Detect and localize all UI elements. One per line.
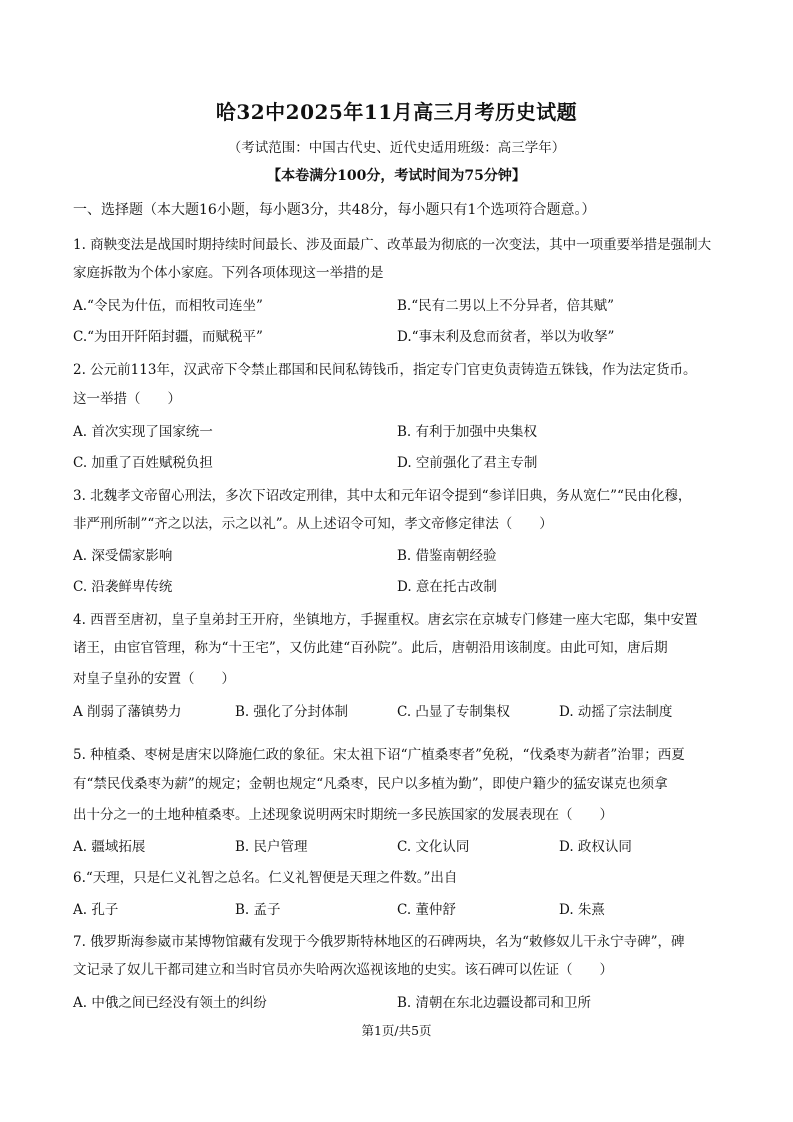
question-5-line-1: 5. 种植桑、枣树是唐宋以降施仁政的象征。宋太祖下诏“广植桑枣者”免税，“伐桑枣为薪者”治罪；西夏 [73, 747, 685, 763]
question-7-option-a: A. 中俄之间已经没有领土的纠纷 [73, 995, 267, 1011]
question-7-line-1: 7. 俄罗斯海参崴市某博物馆藏有发现于今俄罗斯特林地区的石碑两块，名为“敕修奴儿干永宁寺碑”，碑 [73, 934, 685, 950]
exam-scope: （考试范围：中国古代史、近代史适用班级：高三学年） [227, 140, 566, 156]
question-3-option-d: D. 意在托古改制 [397, 579, 497, 595]
question-5-option-c: C. 文化认同 [397, 839, 470, 855]
exam-notice: 【本卷满分100分，考试时间为75分钟】 [267, 168, 526, 184]
question-5-option-b: B. 民户管理 [235, 839, 308, 855]
question-2-option-b: B. 有利于加强中央集权 [397, 424, 538, 440]
question-3-option-c: C. 沿袭鲜卑传统 [73, 579, 173, 595]
question-6-option-a: A. 孔子 [73, 902, 119, 918]
section-heading: 一、选择题（本大题16小题，每小题3分，共48分，每小题只有1个选项符合题意。） [73, 202, 596, 218]
question-4-line-3: 对皇子皇孙的安置（ ） [73, 671, 235, 687]
question-5-line-2: 有“禁民伐桑枣为薪”的规定；金朝也规定“凡桑枣，民户以多植为勤”，即使户籍少的猛安谋克也须拿 [73, 776, 668, 792]
question-4-option-c: C. 凸显了专制集权 [397, 704, 510, 720]
question-6-option-c: C. 董仲舒 [397, 902, 456, 918]
question-6-line-1: 6.“天理，只是仁义礼智之总名。仁义礼智便是天理之件数。”出自 [73, 870, 458, 886]
question-4-option-b: B. 强化了分封体制 [235, 704, 349, 720]
question-1-option-b: B.“民有二男以上不分异者，倍其赋” [397, 298, 615, 314]
question-1-line-2: 家庭拆散为个体小家庭。下列各项体现这一举措的是 [73, 265, 384, 281]
question-3-line-2: 非严刑所制”“齐之以法，示之以礼”。从上述诏令可知，孝文帝修定律法（ ） [73, 516, 553, 532]
question-2-option-a: A. 首次实现了国家统一 [73, 424, 213, 440]
page-number: 第1页/共5页 [361, 1023, 432, 1038]
question-6-option-b: B. 孟子 [235, 902, 281, 918]
question-2-option-d: D. 空前强化了君主专制 [397, 455, 538, 471]
question-4-line-1: 4. 西晋至唐初，皇子皇弟封王开府，坐镇地方，手握重权。唐玄宗在京城专门修建一座大宅邸，集中安置 [73, 612, 698, 628]
question-7-option-b: B. 清朝在东北边疆设都司和卫所 [397, 995, 592, 1011]
question-2-option-c: C. 加重了百姓赋税负担 [73, 455, 213, 471]
question-1-option-d: D.“事末利及怠而贫者，举以为收孥” [397, 329, 615, 345]
question-3-option-b: B. 借鉴南朝经验 [397, 548, 497, 564]
question-5-line-3: 出十分之一的土地种植桑枣。上述现象说明两宋时期统一多民族国家的发展表现在（ ） [73, 807, 613, 823]
question-2-line-1: 2. 公元前113年，汉武帝下令禁止郡国和民间私铸钱币，指定专门官吏负责铸造五铢钱，作为法定货币。 [73, 362, 697, 378]
question-4-option-a: A 削弱了藩镇势力 [73, 704, 182, 720]
question-1-option-c: C.“为田开阡陌封疆，而赋税平” [73, 329, 263, 345]
question-7-line-2: 文记录了奴儿干都司建立和当时官员亦失哈两次巡视该地的史实。该石碑可以佐证（ ） [73, 962, 613, 978]
question-4-line-2: 诸王，由宦官管理，称为“十王宅”，又仿此建“百孙院”。此后，唐朝沿用该制度。由此可知，唐后期 [73, 640, 668, 656]
page-title: 哈32中2025年11月高三月考历史试题 [215, 100, 578, 124]
question-2-line-2: 这一举措（ ） [73, 391, 181, 407]
question-5-option-a: A. 疆域拓展 [73, 839, 146, 855]
question-3-option-a: A. 深受儒家影响 [73, 548, 173, 564]
question-3-line-1: 3. 北魏孝文帝留心刑法，多次下诏改定刑律，其中太和元年诏令提到“参详旧典，务从宽仁”“民由化穆， [73, 488, 692, 504]
question-1-line-1: 1. 商鞅变法是战国时期持续时间最长、涉及面最广、改革最为彻底的一次变法，其中一项重要举措是强制大 [73, 237, 712, 253]
question-5-option-d: D. 政权认同 [559, 839, 632, 855]
question-6-option-d: D. 朱熹 [559, 902, 605, 918]
question-1-option-a: A.“令民为什伍，而相牧司连坐” [73, 298, 263, 314]
question-4-option-d: D. 动摇了宗法制度 [559, 704, 673, 720]
